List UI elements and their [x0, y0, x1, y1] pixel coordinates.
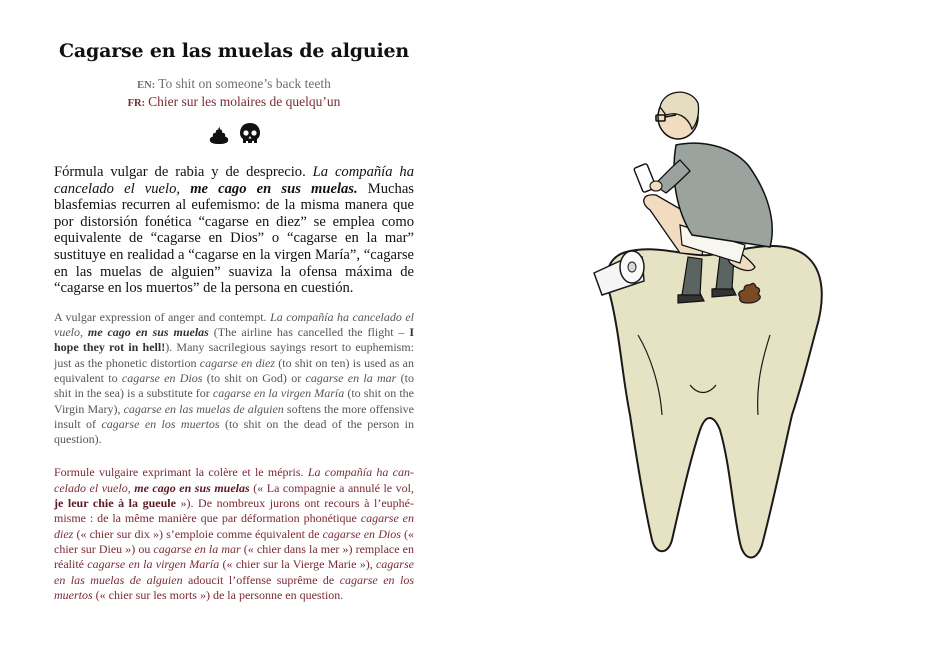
fr-tag: FR: — [127, 98, 146, 109]
poop-icon — [207, 122, 231, 146]
category-icons — [54, 122, 414, 148]
en-translation-text: To shit on someone’s back teeth — [158, 76, 331, 91]
fr-translation-text: Chier sur les molaires de quelqu’un — [148, 94, 341, 109]
skull-icon — [239, 122, 261, 146]
en-tag: EN: — [137, 80, 156, 91]
french-translation — [54, 94, 414, 112]
entry-title: Cagarse en las muelas de alguien — [59, 40, 409, 62]
english-translation — [54, 76, 414, 94]
spanish-definition: Fórmula vulgar de rabia y de desprecio. La compañía ha cancelado el vuelo, me cago en sus muelas. Muchas blasfemias recurren al eufemismo: de la misma manera que por distorsión fonética “cagarse en diez” se emplea como equivalente de “cagarse en Dios” o “cagarse en la mar” sustituye en realidad a “cagarse en la virgen María”, “cagarse en las muelas de alguien” suaviza la ofensa máxima de “cagarse en los muertos” de la persona en cuestión. — [54, 164, 415, 297]
entry-column — [54, 40, 414, 603]
tooth-illustration — [580, 85, 830, 565]
english-definition: A vulgar expression of anger and contempt. La compañía ha cancelado el vuelo, me cago en sus muelas (The airline has cancelled the flight – I hope they rot in hell!). Many sacrilegious sayings resort to euphemism: just as the phonetic distortion cagarse en diez (to shit on ten) is used as an equivalent to cagarse en Dios (to shit on God) or cagarse en la mar (to shit in the sea) is a substitute for cagarse en la virgen María (to shit on the Virgin Mary), cagarse en las muelas de alguien softens the more offensive insult of cagarse en los muertos (to shit on the dead of the person in question). — [54, 309, 415, 447]
french-definition: Formule vulgaire exprimant la colère et le mépris. La compañía ha cancelado el vuelo, me cago en sus muelas (« La compagnie a annulé le vol, je leur chie à la gueule »). De nombreux jurons ont recours à l’euphémisme : de la même manière que par déformation phonétique cagarse en diez (« chier sur dix ») s’emploie comme équivalent de cagarse en Dios (« chier sur Dieu ») ou cagarse en la mar (« chier dans la mer ») remplace en réalité cagarse en la virgen María (« chier sur la Vierge Marie »), cagarse en las muelas de alguien adoucit l’offense suprême de cagarse en los muertos (« chier sur les morts ») de la personne en question. — [54, 465, 415, 602]
